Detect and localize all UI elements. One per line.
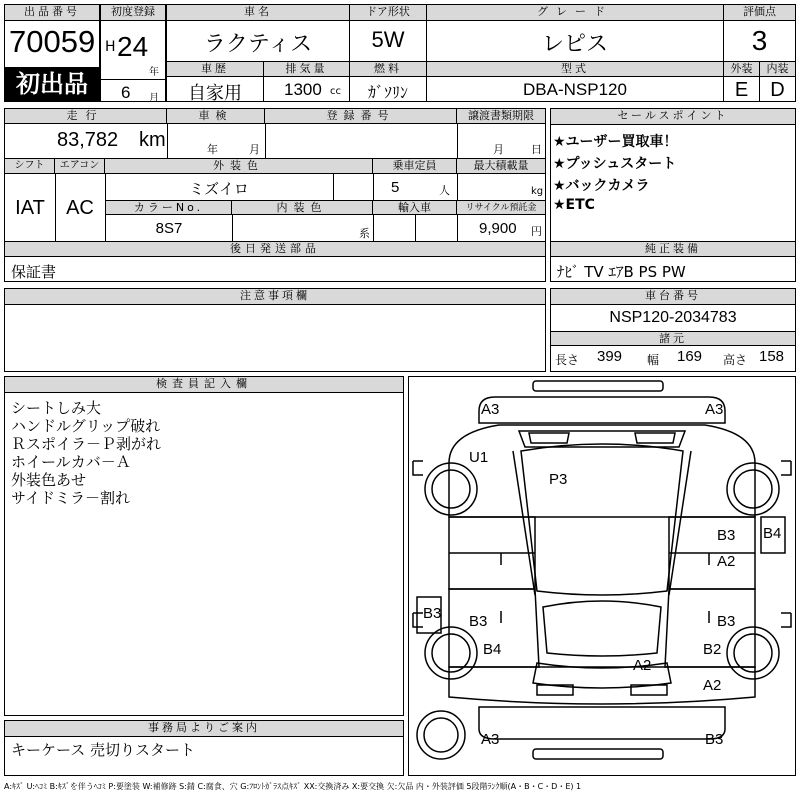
inspector-line: ハンドルグリップ破れ: [11, 417, 161, 435]
capacity: 5: [391, 179, 400, 196]
sales-point-item: ★ETC: [553, 197, 595, 213]
reg-no-label: 登録番号: [265, 109, 457, 124]
transfer-month-unit: 月: [493, 143, 504, 156]
first-listing-badge: 初出品: [5, 67, 99, 101]
sales-point-item: ★ユーザー買取車！: [553, 134, 678, 150]
chassis-box: [550, 288, 796, 372]
later-parts-label: 後日発送部品: [5, 242, 545, 257]
inspection-label: 車検: [167, 109, 265, 124]
door-box: [349, 4, 427, 62]
inspector-line: シートしみ大: [11, 399, 102, 417]
width: 169: [677, 348, 703, 365]
ext-color: ミズイロ: [189, 180, 249, 198]
exterior-grade-box: [723, 61, 760, 102]
damage-mark: B3: [717, 613, 736, 630]
equipment-title: 純正装備: [551, 242, 795, 257]
recycle-fee: 9,900: [479, 220, 517, 237]
damage-mark: B3: [717, 527, 736, 544]
mileage: 83,782: [57, 129, 119, 151]
lot-no-label: 出品番号: [5, 5, 99, 21]
recycle-unit: 円: [531, 225, 542, 238]
first-reg-label: 初度登録: [101, 5, 165, 21]
color-no: 8S7: [155, 220, 183, 237]
chassis-title: 車台番号: [551, 289, 795, 305]
int-color-suffix: 系: [359, 227, 370, 240]
transfer-day-unit: 日: [531, 143, 542, 156]
int-color-label: 内装色: [232, 201, 373, 215]
inspector-line: Ｒスポイラ－Ｐ剥がれ: [11, 435, 162, 453]
damage-mark: B3: [705, 731, 724, 748]
mileage-label: 走行: [5, 109, 167, 124]
shift: IAT: [15, 197, 45, 219]
inspection-month-unit: 月: [249, 143, 260, 156]
car-outline-diagram: [409, 377, 795, 775]
specs-title: 諸元: [551, 332, 795, 346]
equipment: ﾅﾋﾞ TV ｴｱB PS PW: [557, 263, 686, 281]
sales-points-title: セールスポイント: [551, 109, 795, 125]
interior-grade-box: [759, 61, 796, 102]
office-text: キーケース 売切りスタート: [11, 741, 196, 759]
damage-mark: A2: [703, 677, 722, 694]
displacement-box: [263, 61, 350, 102]
grade-box: [426, 4, 724, 62]
grade: レピス: [541, 32, 608, 57]
interior-grade: D: [770, 79, 785, 101]
displacement-label: 排気量: [264, 62, 349, 77]
later-parts-box: [4, 241, 546, 282]
fuel-box: [349, 61, 427, 102]
aircon-label: エアコン: [55, 159, 105, 174]
load-unit: kg: [531, 186, 544, 197]
exterior-label: 外装: [724, 62, 759, 77]
exterior-grade: E: [734, 79, 749, 101]
damage-mark: B4: [763, 525, 782, 542]
details-table: [4, 108, 546, 242]
fuel-label: 燃料: [350, 62, 426, 77]
length-label: 長さ: [555, 353, 580, 367]
car-name: ラクティス: [203, 32, 313, 57]
equipment-box: [550, 241, 796, 282]
damage-mark: B3: [469, 613, 488, 630]
damage-mark: B3: [423, 605, 442, 622]
model-box: [426, 61, 724, 102]
displacement-unit: cc: [330, 86, 341, 97]
inspector-title: 検査員記入欄: [5, 377, 403, 393]
model-label: 型式: [427, 62, 723, 77]
door-type: 5W: [371, 27, 405, 52]
height-label: 高さ: [723, 353, 748, 367]
height: 158: [759, 348, 785, 365]
office-box: [4, 720, 404, 776]
history-box: [166, 61, 264, 102]
inspector-box: [4, 376, 404, 716]
inspection-year-unit: 年: [207, 143, 218, 156]
history: 自家用: [188, 83, 242, 104]
ext-color-label: 外装色: [105, 159, 373, 174]
reg-month: 6: [121, 83, 131, 102]
car-name-label: 車名: [167, 5, 349, 21]
notes-title: 注意事項欄: [5, 289, 545, 305]
sales-points-box: [550, 108, 796, 242]
score-box: [723, 4, 796, 62]
car-name-box: [166, 4, 350, 62]
capacity-unit: 人: [439, 184, 450, 197]
inspector-line: ホイールカバ－Ａ: [11, 453, 131, 471]
length: 399: [597, 348, 623, 365]
era-letter: H: [105, 39, 116, 55]
damage-mark: A3: [705, 401, 724, 418]
score-label: 評価点: [724, 5, 795, 21]
office-title: 事務局よりご案内: [5, 721, 403, 737]
damage-mark: B2: [703, 641, 722, 658]
grade-label: グレード: [427, 5, 723, 21]
later-parts: 保証書: [11, 263, 57, 281]
door-label: ドア形状: [350, 5, 426, 21]
width-label: 幅: [647, 353, 660, 367]
model: DBA-NSP120: [523, 80, 627, 99]
displacement: 1300: [284, 80, 322, 99]
damage-mark: B4: [483, 641, 502, 658]
max-load-label: 最大積載量: [457, 159, 545, 174]
damage-mark: A2: [717, 553, 736, 570]
notes-box: [4, 288, 546, 372]
aircon: AC: [66, 197, 94, 219]
damage-mark: P3: [549, 471, 568, 488]
shift-label: シフト: [5, 159, 55, 174]
history-label: 車歴: [167, 62, 263, 77]
fuel: ｶﾞｿﾘﾝ: [367, 83, 408, 102]
mileage-unit: km: [139, 129, 166, 151]
capacity-label: 乗車定員: [373, 159, 457, 174]
sales-point-item: ★バックカメラ: [553, 178, 650, 194]
lot-number-box: [4, 4, 100, 102]
damage-mark: U1: [469, 449, 489, 466]
year-unit: 年: [149, 67, 159, 78]
sales-point-item: ★プッシュスタート: [553, 156, 677, 172]
recycle-label: リサイクル預託金: [457, 201, 545, 215]
chassis-number: NSP120-2034783: [609, 309, 737, 326]
legend: A:ｷｽﾞ U:ﾍｺﾐ B:ｷｽﾞを伴うﾍｺﾐ P:要塗装 W:補修跡 S:錆 C:腐食、穴 G:ﾌﾛﾝﾄｶﾞﾗｽ点ｷｽﾞ XX:交換済み X:要交換 欠:欠品 内・外装評価 5段階ﾗﾝｸ順(A・B・C・D・E) 1: [4, 782, 582, 791]
score: 3: [751, 25, 768, 56]
first-registration-box: [100, 4, 166, 102]
transfer-label: 譲渡書類期限: [457, 109, 545, 124]
inspector-line: 外装色あせ: [11, 471, 87, 489]
color-no-label: カラーNo.: [106, 201, 232, 215]
inspector-line: サイドミラ－割れ: [11, 489, 130, 507]
damage-mark: A2: [633, 657, 652, 674]
reg-year: 24: [117, 31, 149, 62]
damage-diagram: [408, 376, 796, 776]
interior-label: 内装: [760, 62, 795, 77]
import-label: 輸入車: [373, 201, 457, 215]
month-unit: 月: [149, 93, 159, 104]
damage-mark: A3: [481, 401, 500, 418]
damage-mark: A3: [481, 731, 500, 748]
lot-number: 70059: [9, 24, 96, 59]
